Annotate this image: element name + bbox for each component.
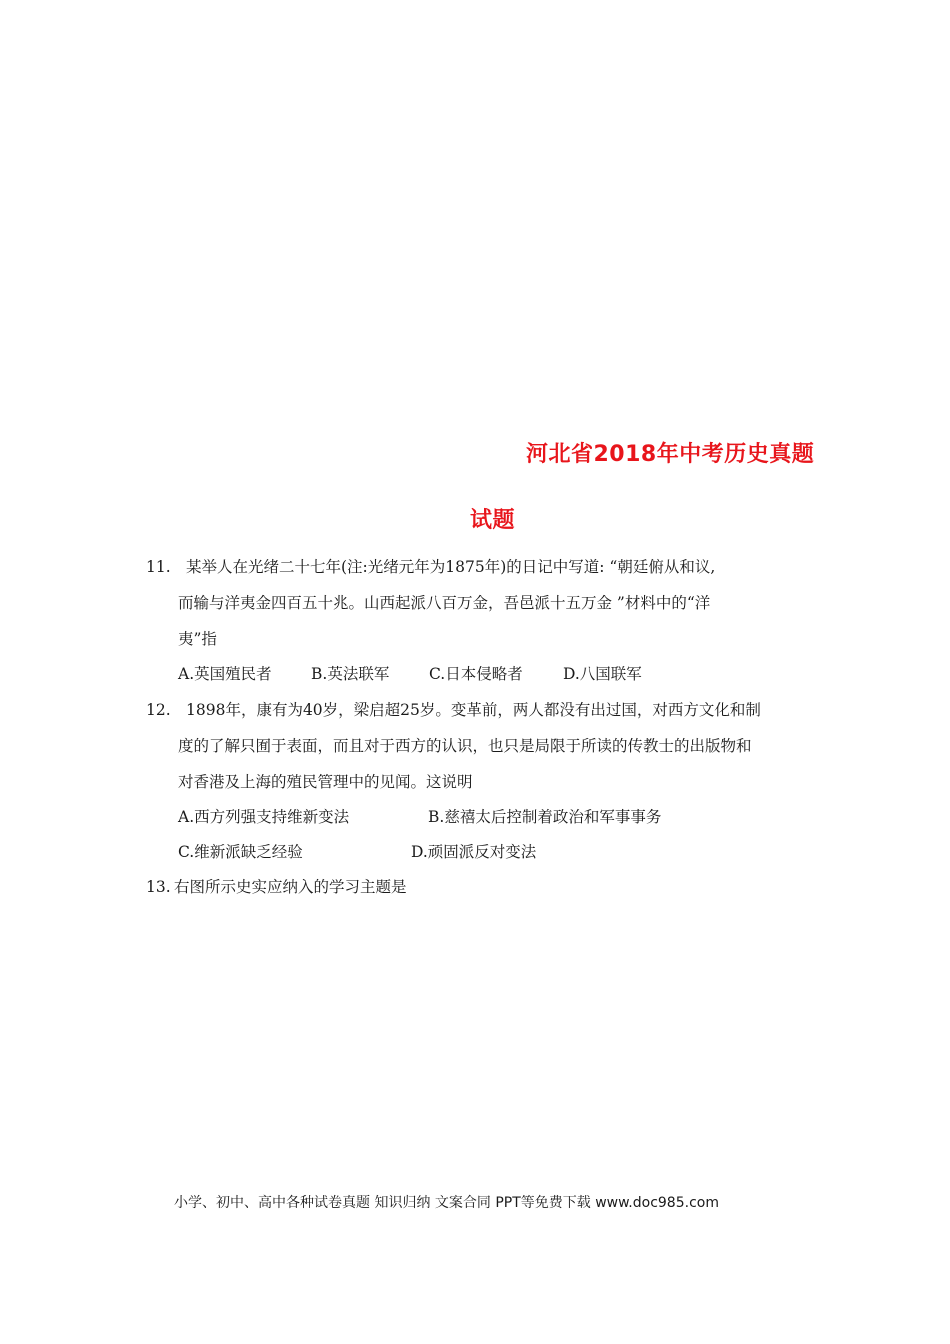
question-13-line-1: 右图所示史实应纳入的学习主题是 — [174, 878, 407, 896]
question-13-number: 13. — [146, 878, 171, 896]
question-11-option-b: B.英法联军 — [311, 665, 390, 683]
question-11-number: 11. — [146, 558, 171, 576]
question-12-option-b: B.慈禧太后控制着政治和军事事务 — [428, 808, 662, 826]
page-footer: 小学、初中、高中各种试卷真题 知识归纳 文案合同 PPT等免费下载 www.doc985.com — [174, 1195, 719, 1211]
question-11-option-d: D.八国联军 — [563, 665, 642, 683]
question-11-option-c: C.日本侵略者 — [429, 665, 523, 683]
question-11-line-1: 某举人在光绪二十七年(注:光绪元年为1875年)的日记中写道: “朝廷俯从和议, — [186, 558, 716, 576]
question-12-option-d: D.顽固派反对变法 — [411, 843, 537, 861]
question-11-line-2: 而输与洋夷金四百五十兆。山西起派八百万金，吾邑派十五万金 ”材料中的“洋 — [178, 594, 711, 612]
question-12-line-3: 对香港及上海的殖民管理中的见闻。这说明 — [178, 773, 473, 791]
question-12-line-2: 度的了解只囿于表面，而且对于西方的认识，也只是局限于所读的传教士的出版物和 — [178, 737, 752, 755]
document-subtitle: 试题 — [470, 508, 516, 533]
document-title: 河北省2018年中考历史真题 — [526, 442, 815, 467]
question-12-number: 12. — [146, 701, 171, 719]
question-12-line-1: 1898年，康有为40岁，梁启超25岁。变革前，两人都没有出过国，对西方文化和制 — [186, 701, 761, 719]
question-12-option-a: A.西方列强支持维新变法 — [178, 808, 350, 826]
question-11-line-3: 夷”指 — [178, 630, 217, 648]
question-12-option-c: C.维新派缺乏经验 — [178, 843, 303, 861]
question-11-option-a: A.英国殖民者 — [178, 665, 272, 683]
